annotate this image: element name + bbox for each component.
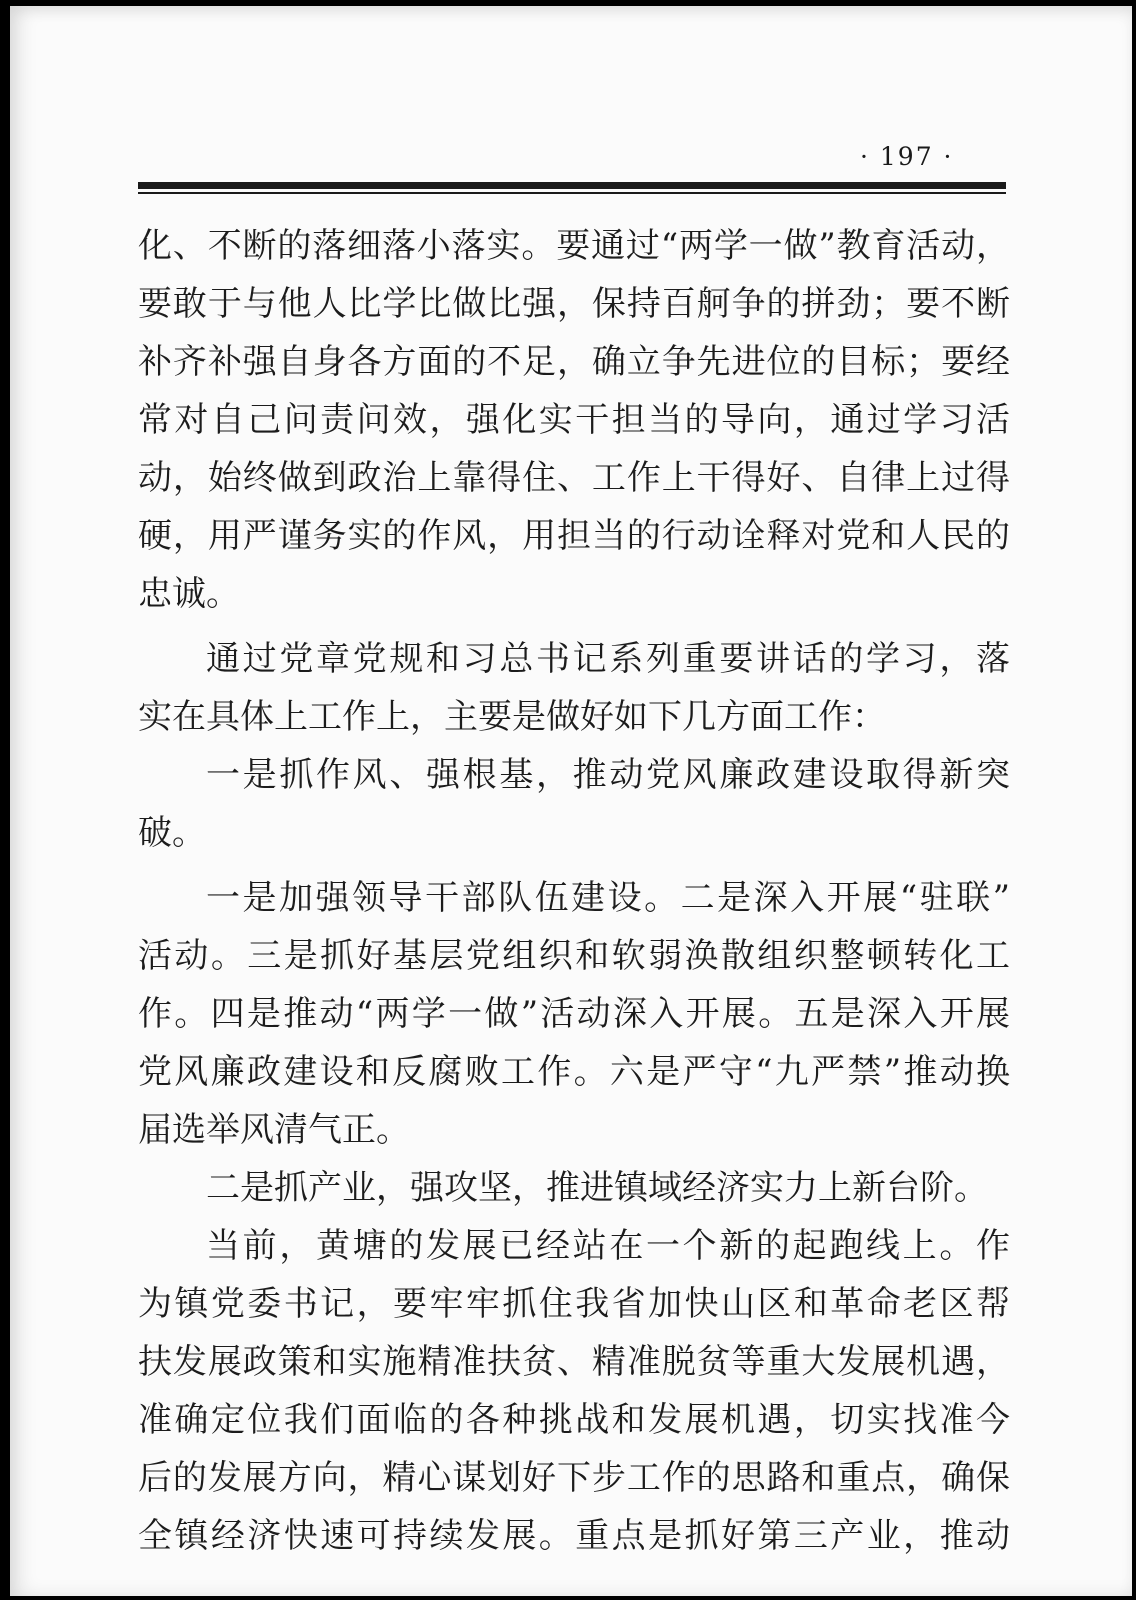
text-line: 党风廉政建设和反腐败工作。六是严守“九严禁”推动换 (138, 1052, 1010, 1092)
text-line: 后的发展方向，精心谋划好下步工作的思路和重点，确保 (138, 1458, 1010, 1498)
text-line: 一是抓作风、强根基，推动党风廉政建设取得新突 (206, 755, 1010, 795)
text-line: 届选举风清气正。 (138, 1110, 410, 1150)
body-text (138, 217, 1010, 1565)
text-line: 忠诚。 (138, 574, 240, 614)
text-line: 硬，用严谨务实的作风，用担当的行动诠释对党和人民的 (138, 516, 1010, 556)
text-line: 通过党章党规和习总书记系列重要讲话的学习，落 (206, 639, 1010, 679)
text-line: 为镇党委书记，要牢牢抓住我省加快山区和革命老区帮 (138, 1284, 1010, 1324)
text-line: 扶发展政策和实施精准扶贫、精准脱贫等重大发展机遇， (138, 1342, 1010, 1382)
text-line: 二是抓产业，强攻坚，推进镇域经济实力上新台阶。 (206, 1168, 988, 1208)
book-page (10, 6, 1132, 1596)
text-line: 实在具体上工作上，主要是做好如下几方面工作： (138, 697, 886, 737)
text-line: 常对自己问责问效，强化实干担当的导向，通过学习活 (138, 400, 1010, 440)
text-line: 动，始终做到政治上靠得住、工作上干得好、自律上过得 (138, 458, 1010, 498)
text-line: 补齐补强自身各方面的不足，确立争先进位的目标；要经 (138, 342, 1010, 382)
header-rule-thin (138, 192, 1006, 194)
page-number: · 197 · (860, 142, 954, 171)
text-line: 作。四是推动“两学一做”活动深入开展。五是深入开展 (138, 994, 1010, 1034)
text-line: 活动。三是抓好基层党组织和软弱涣散组织整顿转化工 (138, 936, 1010, 976)
text-line: 全镇经济快速可持续发展。重点是抓好第三产业，推动 (138, 1516, 1010, 1556)
text-line: 准确定位我们面临的各种挑战和发展机遇，切实找准今 (138, 1400, 1010, 1440)
text-line: 化、不断的落细落小落实。要通过“两学一做”教育活动， (138, 226, 1010, 266)
text-line: 当前，黄塘的发展已经站在一个新的起跑线上。作 (206, 1226, 1010, 1266)
paragraph-gap (138, 623, 1010, 630)
text-line: 破。 (138, 813, 206, 853)
paragraph-gap (138, 862, 1010, 869)
header-rule-thick (138, 182, 1006, 189)
text-line: 一是加强领导干部队伍建设。二是深入开展“驻联” (206, 878, 1010, 918)
text-line: 要敢于与他人比学比做比强，保持百舸争的拼劲；要不断 (138, 284, 1010, 324)
